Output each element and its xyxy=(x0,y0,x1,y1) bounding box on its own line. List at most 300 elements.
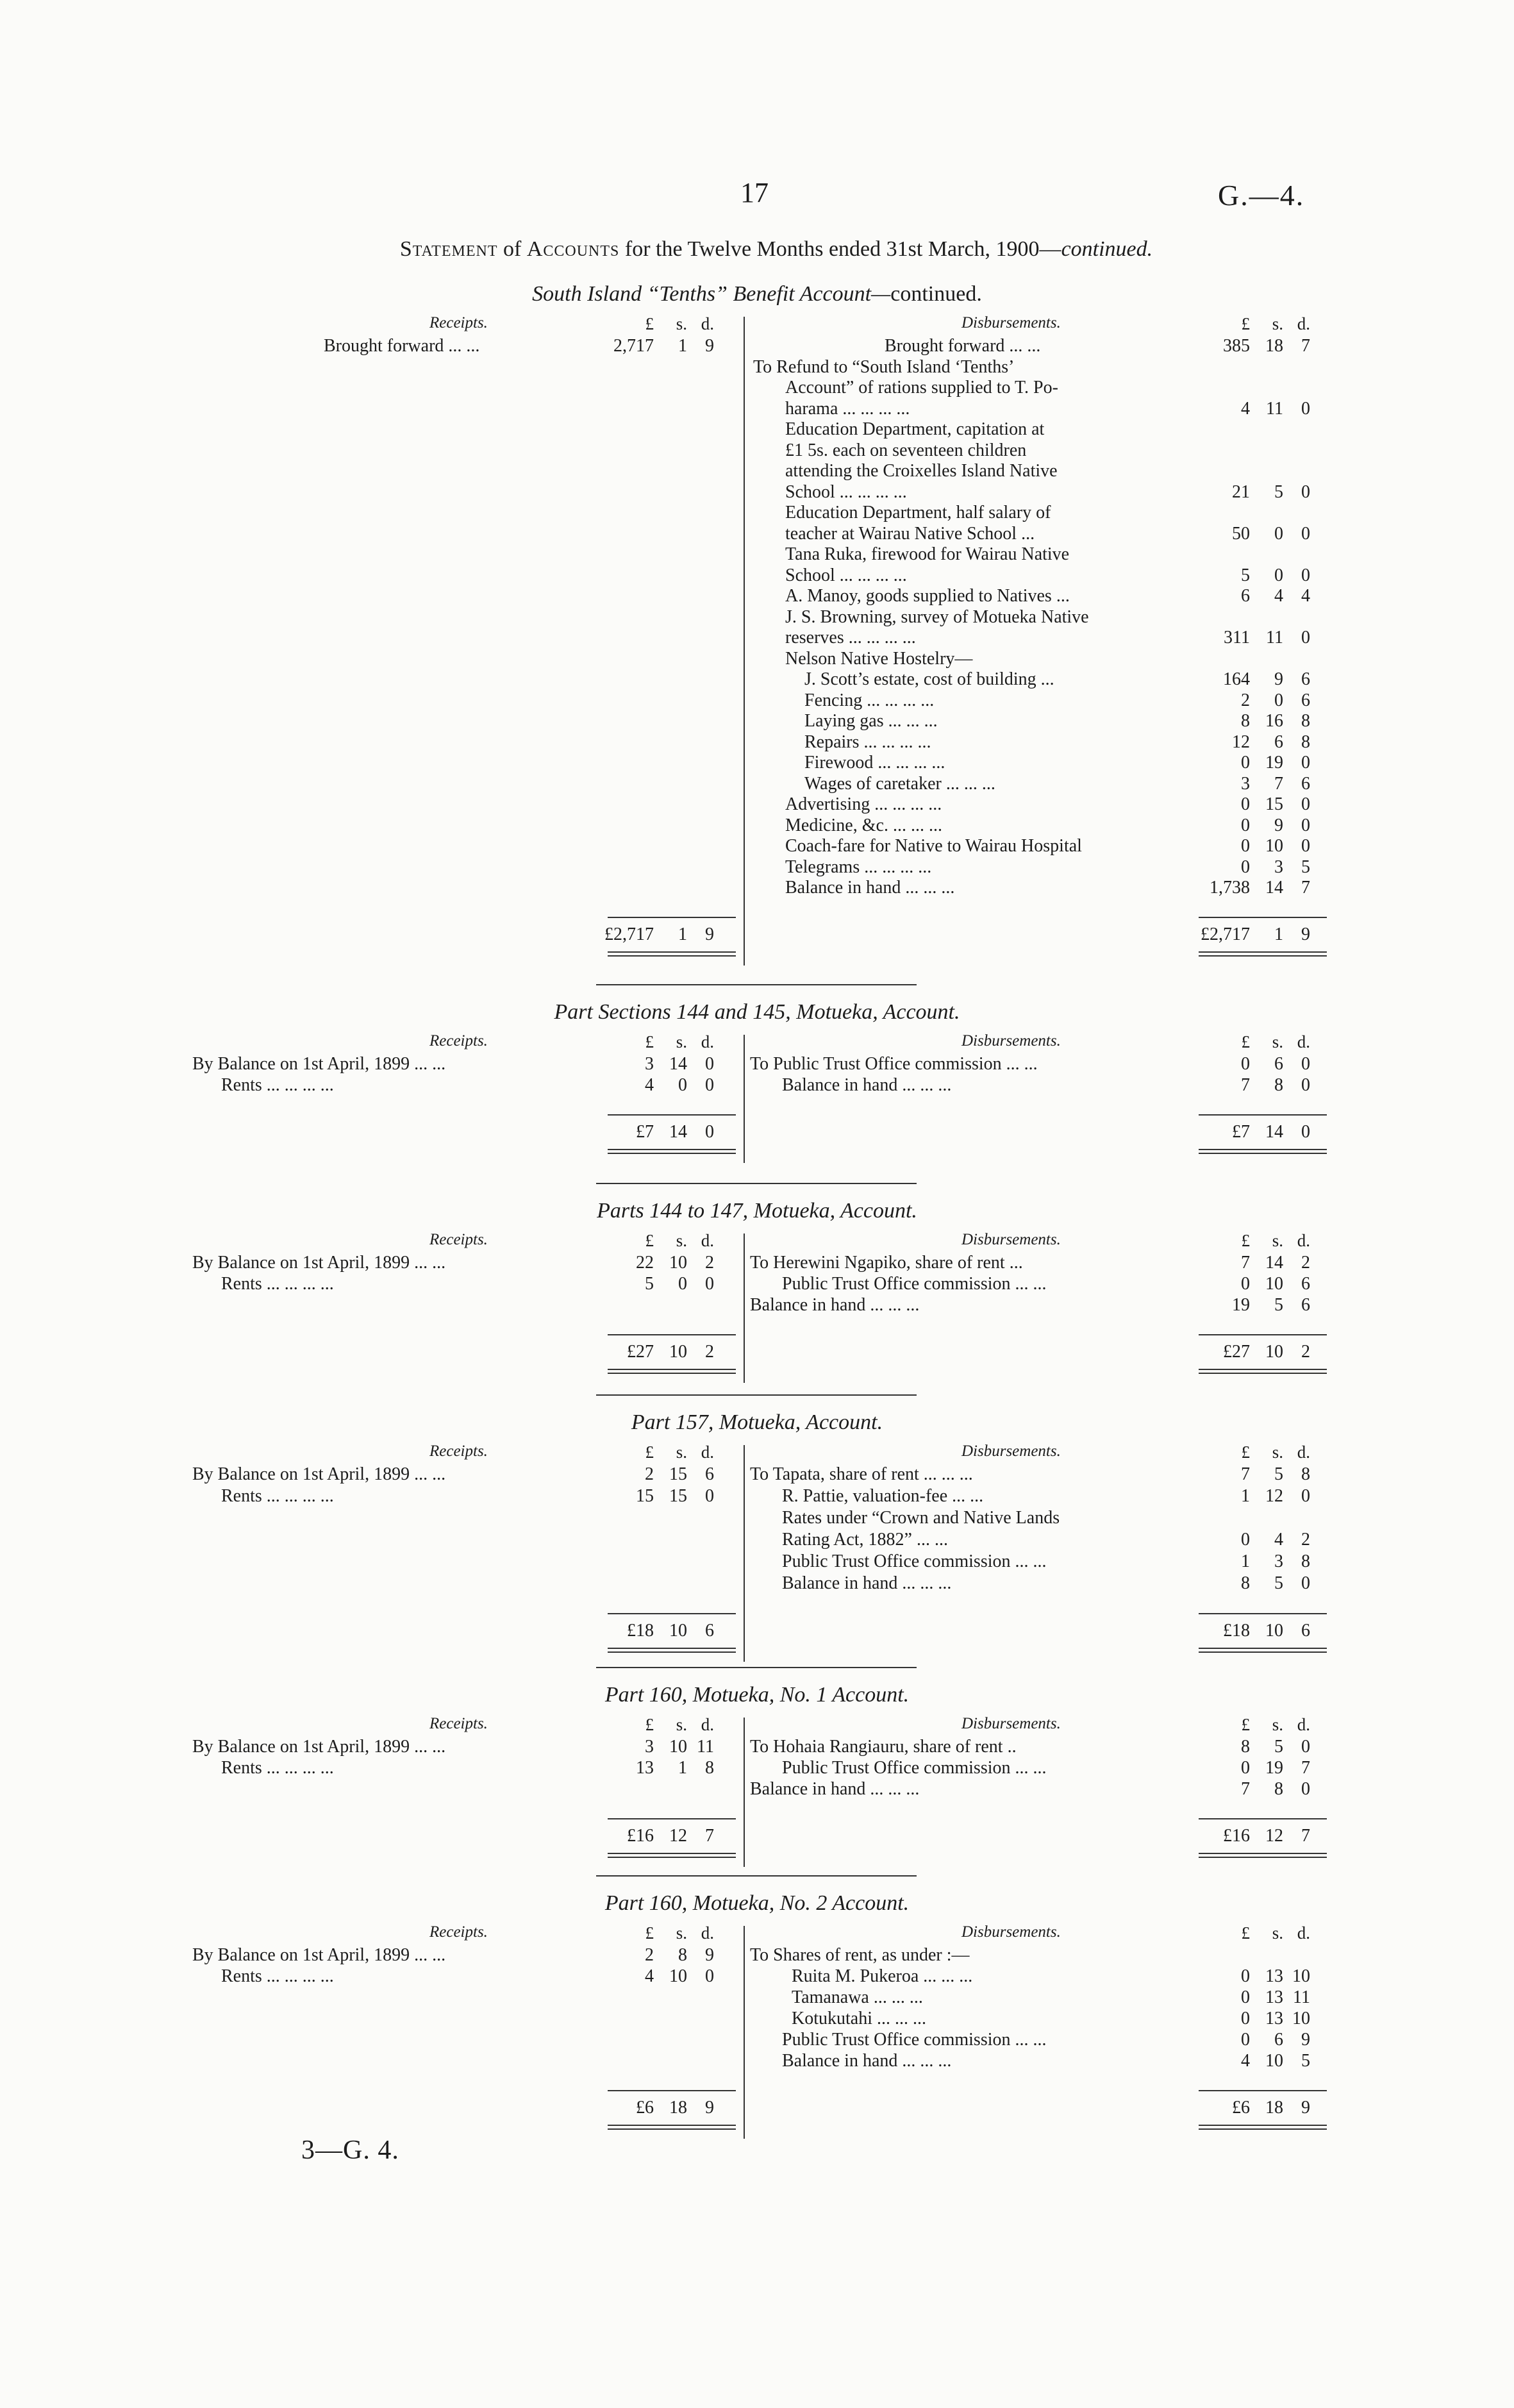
disbursement-amount xyxy=(1179,586,1310,606)
disbursements-total-rule xyxy=(1199,1149,1327,1154)
column-divider xyxy=(744,317,745,966)
disbursement-amount xyxy=(1179,1987,1310,2008)
account-title-main: Part 157, Motueka, Account. xyxy=(631,1410,883,1434)
header-pound: £ xyxy=(645,1442,654,1462)
receipt-amount-pounds: 3 xyxy=(645,1054,654,1074)
disbursement-amount-pounds: 50 xyxy=(1232,523,1250,544)
disbursement-amount-shillings: 5 xyxy=(1274,1295,1283,1315)
disbursement-amount-pounds: 8 xyxy=(1241,1737,1250,1757)
receipt-amount-pounds: 22 xyxy=(636,1253,654,1273)
disbursement-line: Balance in hand ... ... ... xyxy=(782,2051,952,2071)
disbursement-line: Balance in hand ... ... ... xyxy=(785,878,955,898)
disbursement-amount xyxy=(1179,2051,1310,2071)
disbursement-amount-shillings: 11 xyxy=(1266,398,1283,419)
disbursement-amount-shillings: 5 xyxy=(1274,481,1283,502)
receipts-total-rule xyxy=(608,951,736,957)
receipts-total-pence: 9 xyxy=(705,924,714,944)
disbursements-total xyxy=(1179,1621,1310,1641)
disbursements-header: Disbursements. xyxy=(961,1231,1061,1248)
disbursement-amount-shillings: 16 xyxy=(1265,711,1283,731)
receipts-total-pence: 9 xyxy=(705,2098,714,2118)
disbursement-amount-pounds: 164 xyxy=(1223,669,1250,689)
disbursement-line: Ruita M. Pukeroa ... ... ... xyxy=(792,1966,973,1986)
receipts-total-rule xyxy=(608,1648,736,1653)
receipt-amount-pounds: 15 xyxy=(636,1486,654,1506)
disbursement-amount xyxy=(1179,836,1310,857)
disbursements-total-rule xyxy=(1199,951,1327,957)
receipt-amount-pence: 2 xyxy=(705,1253,714,1273)
receipts-total-rule xyxy=(608,1149,736,1154)
receipt-line: By Balance on 1st April, 1899 ... ... xyxy=(192,1945,446,1965)
document-code: G.—4. xyxy=(1218,179,1305,212)
disbursement-amount-pounds: 8 xyxy=(1241,1573,1250,1593)
disbursements-total xyxy=(1179,1342,1310,1362)
disbursements-total-shillings: 1 xyxy=(1274,924,1283,944)
disbursement-amount-pence: 5 xyxy=(1301,857,1310,877)
disbursement-line: To Hohaia Rangiauru, share of rent .. xyxy=(750,1737,1017,1757)
disbursements-total-rule xyxy=(1199,1369,1327,1374)
receipt-amount-pence: 0 xyxy=(705,1274,714,1294)
receipt-amount-pounds: 13 xyxy=(636,1758,654,1778)
disbursement-amount-shillings: 15 xyxy=(1265,794,1283,814)
disbursement-amount-pence: 0 xyxy=(1301,1486,1310,1506)
disbursements-total-rule xyxy=(1199,2125,1327,2130)
receipts-subtotal-rule xyxy=(608,1114,736,1116)
disbursement-amount-pounds: 1,738 xyxy=(1210,878,1250,898)
disbursement-amount-shillings: 19 xyxy=(1265,1758,1283,1778)
disbursements-header: Disbursements. xyxy=(961,1923,1061,1941)
receipt-amount-pounds: 2 xyxy=(645,1464,654,1484)
disbursement-amount-shillings: 9 xyxy=(1274,669,1283,689)
disbursements-total-shillings: 12 xyxy=(1265,1826,1283,1846)
disbursement-amount xyxy=(1179,2030,1310,2050)
disbursement-line: Public Trust Office commission ... ... xyxy=(782,1274,1047,1294)
disbursements-total-pence: 7 xyxy=(1301,1826,1310,1846)
disbursement-amount-pence: 0 xyxy=(1301,628,1310,648)
receipts-total xyxy=(583,1342,714,1362)
section-separator xyxy=(596,1667,917,1668)
disbursement-line: School ... ... ... ... xyxy=(785,565,907,585)
disbursement-amount xyxy=(1179,857,1310,878)
disbursement-amount-shillings: 14 xyxy=(1265,878,1283,898)
disbursement-amount-shillings: 3 xyxy=(1274,857,1283,877)
receipt-amount-shillings: 15 xyxy=(669,1486,687,1506)
receipt-amount-shillings: 1 xyxy=(678,1758,687,1778)
disbursement-amount-shillings: 5 xyxy=(1274,1464,1283,1484)
disbursement-amount-shillings: 6 xyxy=(1274,1054,1283,1074)
disbursement-line: School ... ... ... ... xyxy=(785,481,907,502)
disbursement-amount-pounds: 0 xyxy=(1241,857,1250,877)
disbursement-amount-pence: 0 xyxy=(1301,398,1310,419)
header-pence: d. xyxy=(701,1231,714,1250)
header-pound: £ xyxy=(1241,1032,1250,1051)
disbursement-amount-pence: 8 xyxy=(1301,1464,1310,1484)
disbursement-line: Fencing ... ... ... ... xyxy=(804,690,935,710)
disbursement-line: Public Trust Office commission ... ... xyxy=(782,1758,1047,1778)
disbursement-amount-pence: 7 xyxy=(1301,878,1310,898)
disbursements-total-pence: 9 xyxy=(1301,924,1310,944)
disbursement-amount xyxy=(1179,1253,1310,1273)
disbursement-line: Tamanawa ... ... ... xyxy=(792,1987,923,2007)
receipts-total-pence: 7 xyxy=(705,1826,714,1846)
money-column-header xyxy=(1179,314,1310,334)
receipt-amount-pence: 9 xyxy=(705,336,714,356)
header-pence: d. xyxy=(1297,1923,1310,1943)
disbursement-amount xyxy=(1179,711,1310,732)
disbursements-total-pounds: £27 xyxy=(1223,1342,1250,1362)
disbursement-amount xyxy=(1179,336,1310,356)
page-number: 17 xyxy=(740,177,769,208)
disbursement-amount xyxy=(1179,1779,1310,1800)
disbursements-total xyxy=(1179,924,1310,945)
disbursement-amount xyxy=(1179,1966,1310,1987)
disbursements-header: Disbursements. xyxy=(961,314,1061,331)
disbursement-amount-shillings: 7 xyxy=(1274,773,1283,794)
disbursement-amount-pence: 0 xyxy=(1301,1573,1310,1593)
receipt-amount xyxy=(583,1253,714,1273)
account-title-main: Part 160, Motueka, No. 1 Account. xyxy=(604,1683,910,1707)
disbursement-amount-pence: 0 xyxy=(1301,1054,1310,1074)
header-shilling: s. xyxy=(676,1715,687,1734)
receipt-amount xyxy=(583,1486,714,1507)
disbursement-amount-pence: 6 xyxy=(1301,1274,1310,1294)
receipts-subtotal-rule xyxy=(608,1613,736,1614)
disbursement-amount-pence: 0 xyxy=(1301,753,1310,773)
disbursement-amount-pounds: 0 xyxy=(1241,2009,1250,2028)
receipt-amount-shillings: 15 xyxy=(669,1464,687,1484)
receipts-total-pence: 6 xyxy=(705,1621,714,1641)
disbursement-line: Education Department, capitation at xyxy=(785,419,1045,439)
receipts-total-rule xyxy=(608,1369,736,1374)
disbursement-amount-pounds: 7 xyxy=(1241,1253,1250,1273)
statement-continued: continued. xyxy=(1061,237,1153,261)
disbursement-amount xyxy=(1179,399,1310,419)
disbursement-line: Balance in hand ... ... ... xyxy=(750,1295,920,1315)
disbursements-total-pounds: £6 xyxy=(1232,2098,1250,2118)
disbursement-amount-pence: 0 xyxy=(1301,815,1310,835)
disbursement-line: Education Department, half salary of xyxy=(785,503,1051,523)
disbursement-line: Advertising ... ... ... ... xyxy=(785,794,942,814)
receipt-amount xyxy=(583,1945,714,1966)
header-shilling: s. xyxy=(1272,1923,1283,1943)
disbursements-header: Disbursements. xyxy=(961,1032,1061,1049)
header-shilling: s. xyxy=(676,314,687,333)
receipt-line: Rents ... ... ... ... xyxy=(221,1075,334,1095)
disbursements-header: Disbursements. xyxy=(961,1715,1061,1732)
disbursement-line: Repairs ... ... ... ... xyxy=(804,732,931,752)
receipts-total-shillings: 10 xyxy=(669,1621,687,1641)
disbursement-amount-pence: 0 xyxy=(1301,523,1310,544)
disbursement-amount-pounds: 2 xyxy=(1241,690,1250,710)
column-divider xyxy=(744,1926,745,2139)
receipts-total-rule xyxy=(608,2125,736,2130)
receipts-header: Receipts. xyxy=(429,1032,488,1049)
disbursements-total-pounds: £7 xyxy=(1232,1122,1250,1142)
disbursement-amount-pounds: 0 xyxy=(1241,1758,1250,1778)
disbursement-line: reserves ... ... ... ... xyxy=(785,628,916,648)
disbursement-amount xyxy=(1179,1274,1310,1294)
column-divider xyxy=(744,1718,745,1867)
disbursement-amount-pence: 0 xyxy=(1301,1737,1310,1757)
header-pence: d. xyxy=(701,314,714,333)
disbursements-header: Disbursements. xyxy=(961,1442,1061,1460)
receipt-amount xyxy=(583,1274,714,1294)
disbursement-amount-pounds: 12 xyxy=(1232,732,1250,752)
disbursements-total-pounds: £2,717 xyxy=(1201,924,1250,944)
disbursement-amount-pence: 7 xyxy=(1301,336,1310,356)
receipts-total-pounds: £16 xyxy=(627,1826,654,1846)
disbursement-amount xyxy=(1179,565,1310,586)
disbursement-amount-shillings: 14 xyxy=(1265,1253,1283,1273)
disbursement-amount-pounds: 4 xyxy=(1241,398,1250,419)
disbursement-amount-pounds: 19 xyxy=(1232,1295,1250,1315)
disbursement-amount-pence: 6 xyxy=(1301,669,1310,689)
disbursement-amount-shillings: 5 xyxy=(1274,1573,1283,1593)
disbursement-amount xyxy=(1179,1486,1310,1507)
header-pence: d. xyxy=(1297,1715,1310,1734)
disbursement-line: Balance in hand ... ... ... xyxy=(782,1075,952,1095)
disbursement-amount-pounds: 7 xyxy=(1241,1779,1250,1799)
receipt-amount xyxy=(583,1737,714,1757)
disbursements-total-shillings: 10 xyxy=(1265,1342,1283,1362)
disbursement-line: Firewood ... ... ... ... xyxy=(804,753,945,773)
disbursement-amount xyxy=(1179,1530,1310,1550)
receipts-header: Receipts. xyxy=(429,1442,488,1460)
disbursement-amount xyxy=(1179,1737,1310,1757)
header-pound: £ xyxy=(1241,314,1250,333)
disbursement-amount-shillings: 4 xyxy=(1274,1530,1283,1550)
disbursement-amount-pence: 6 xyxy=(1301,1295,1310,1315)
receipt-amount-pence: 8 xyxy=(705,1758,714,1778)
receipt-amount xyxy=(583,1758,714,1778)
disbursement-amount-pence: 2 xyxy=(1301,1253,1310,1273)
receipts-total-shillings: 10 xyxy=(669,1342,687,1362)
money-column-header xyxy=(583,1032,714,1052)
account-title xyxy=(0,1891,1514,1916)
disbursement-amount-shillings: 8 xyxy=(1274,1779,1283,1799)
receipts-total-pounds: £18 xyxy=(627,1621,654,1641)
receipt-amount-shillings: 14 xyxy=(669,1054,687,1074)
receipts-header: Receipts. xyxy=(429,1715,488,1732)
header-pound: £ xyxy=(1241,1231,1250,1250)
money-column-header xyxy=(1179,1442,1310,1462)
disbursement-line: Telegrams ... ... ... ... xyxy=(785,857,932,877)
footer-code: 3—G. 4. xyxy=(301,2136,399,2165)
statement-period: for the Twelve Months ended 31st March, 1900— xyxy=(619,237,1061,261)
disbursement-line: To Tapata, share of rent ... ... ... xyxy=(750,1464,973,1484)
disbursement-amount-pounds: 0 xyxy=(1241,1054,1250,1074)
disbursement-amount xyxy=(1179,794,1310,815)
header-shilling: s. xyxy=(1272,1231,1283,1250)
disbursement-amount-pence: 8 xyxy=(1301,1551,1310,1571)
receipt-amount-pounds: 3 xyxy=(645,1737,654,1757)
disbursement-line: To Refund to “South Island ‘Tenths’ xyxy=(753,356,1015,377)
disbursement-line: Rates under “Crown and Native Lands xyxy=(782,1508,1060,1528)
receipt-amount-pence: 9 xyxy=(705,1945,714,1965)
receipts-total-pounds: £27 xyxy=(627,1342,654,1362)
header-pound: £ xyxy=(1241,1923,1250,1943)
disbursement-amount-pence: 0 xyxy=(1301,836,1310,856)
receipt-amount-shillings: 8 xyxy=(678,1945,687,1965)
account-title-continued: continued. xyxy=(890,282,982,306)
receipt-line: Rents ... ... ... ... xyxy=(221,1486,334,1506)
disbursement-amount-pounds: 6 xyxy=(1241,586,1250,606)
disbursement-line: Rating Act, 1882” ... ... xyxy=(782,1530,948,1550)
disbursements-total-shillings: 18 xyxy=(1265,2098,1283,2118)
disbursement-line: Balance in hand ... ... ... xyxy=(750,1779,920,1799)
disbursements-subtotal-rule xyxy=(1199,917,1327,918)
disbursements-total-shillings: 14 xyxy=(1265,1122,1283,1142)
disbursement-amount xyxy=(1179,1464,1310,1485)
disbursements-total-shillings: 10 xyxy=(1265,1621,1283,1641)
disbursement-amount-shillings: 3 xyxy=(1274,1551,1283,1571)
disbursement-amount-pence: 0 xyxy=(1301,565,1310,585)
receipt-line: By Balance on 1st April, 1899 ... ... xyxy=(192,1737,446,1757)
disbursement-amount-shillings: 13 xyxy=(1265,1966,1283,1986)
header-pence: d. xyxy=(701,1032,714,1051)
receipts-total-rule xyxy=(608,1853,736,1858)
disbursements-subtotal-rule xyxy=(1199,1334,1327,1335)
receipt-amount-shillings: 10 xyxy=(669,1966,687,1986)
money-column-header xyxy=(583,1923,714,1943)
disbursements-subtotal-rule xyxy=(1199,2090,1327,2091)
disbursement-amount-pounds: 0 xyxy=(1241,815,1250,835)
disbursement-amount-pence: 0 xyxy=(1301,1075,1310,1095)
disbursement-amount-shillings: 12 xyxy=(1265,1486,1283,1506)
disbursement-amount-pounds: 1 xyxy=(1241,1551,1250,1571)
account-title xyxy=(0,1199,1514,1223)
disbursement-amount xyxy=(1179,815,1310,836)
disbursement-amount-pence: 7 xyxy=(1301,1758,1310,1778)
disbursement-amount-pounds: 7 xyxy=(1241,1464,1250,1484)
disbursement-amount-pounds: 1 xyxy=(1241,1486,1250,1506)
receipts-total-pence: 0 xyxy=(705,1122,714,1142)
disbursement-amount xyxy=(1179,1551,1310,1572)
receipts-total-shillings: 14 xyxy=(669,1122,687,1142)
disbursement-line: £1 5s. each on seventeen children xyxy=(785,440,1027,460)
receipt-amount xyxy=(583,1054,714,1074)
receipt-amount-shillings: 10 xyxy=(669,1253,687,1273)
disbursement-amount xyxy=(1179,732,1310,753)
account-title xyxy=(0,1410,1514,1435)
header-pound: £ xyxy=(645,1032,654,1051)
disbursements-total-pounds: £18 xyxy=(1223,1621,1250,1641)
disbursement-line: Tana Ruka, firewood for Wairau Native xyxy=(785,544,1070,564)
receipts-total-pence: 2 xyxy=(705,1342,714,1362)
account-title-main: South Island “Tenths” Benefit Account— xyxy=(532,282,891,306)
receipt-amount xyxy=(583,1075,714,1096)
disbursement-amount xyxy=(1179,628,1310,648)
disbursement-line: Coach-fare for Native to Wairau Hospital xyxy=(785,836,1082,856)
disbursement-amount xyxy=(1179,1054,1310,1074)
disbursements-subtotal-rule xyxy=(1199,1818,1327,1819)
money-column-header xyxy=(583,1715,714,1735)
header-shilling: s. xyxy=(676,1231,687,1250)
disbursement-amount-pounds: 0 xyxy=(1241,1530,1250,1550)
receipts-subtotal-rule xyxy=(608,1334,736,1335)
receipt-amount-pence: 6 xyxy=(705,1464,714,1484)
disbursements-total-rule xyxy=(1199,1853,1327,1858)
receipts-total-shillings: 12 xyxy=(669,1826,687,1846)
disbursement-line: Balance in hand ... ... ... xyxy=(782,1573,952,1593)
disbursement-amount-pounds: 0 xyxy=(1241,1966,1250,1986)
disbursement-amount xyxy=(1179,878,1310,898)
receipt-amount-pence: 0 xyxy=(705,1486,714,1506)
disbursements-total-pence: 9 xyxy=(1301,2098,1310,2118)
disbursement-line: Nelson Native Hostelry— xyxy=(785,648,973,669)
disbursement-amount-pence: 10 xyxy=(1292,1966,1310,1986)
disbursements-total-pence: 0 xyxy=(1301,1122,1310,1142)
disbursement-amount xyxy=(1179,774,1310,794)
disbursement-line: A. Manoy, goods supplied to Natives ... xyxy=(785,586,1070,606)
disbursement-amount-shillings: 5 xyxy=(1274,1737,1283,1757)
disbursement-amount-shillings: 18 xyxy=(1265,336,1283,356)
header-shilling: s. xyxy=(1272,1032,1283,1051)
disbursement-amount xyxy=(1179,2009,1310,2029)
disbursement-amount-pence: 0 xyxy=(1301,481,1310,502)
disbursement-amount-pence: 6 xyxy=(1301,690,1310,710)
receipt-amount-pence: 11 xyxy=(697,1737,714,1757)
disbursement-amount-pounds: 0 xyxy=(1241,2030,1250,2050)
disbursement-line: To Shares of rent, as under :— xyxy=(750,1945,970,1965)
header-shilling: s. xyxy=(1272,1442,1283,1462)
header-pound: £ xyxy=(1241,1442,1250,1462)
receipt-amount-pounds: 2,717 xyxy=(613,336,654,356)
header-pound: £ xyxy=(645,1923,654,1943)
money-column-header xyxy=(1179,1715,1310,1735)
receipts-subtotal-rule xyxy=(608,917,736,918)
account-title-main: Part 160, Motueka, No. 2 Account. xyxy=(604,1891,910,1915)
disbursement-line: To Herewini Ngapiko, share of rent ... xyxy=(750,1253,1023,1273)
receipt-amount-pounds: 4 xyxy=(645,1075,654,1095)
disbursement-line: Laying gas ... ... ... xyxy=(804,711,938,731)
disbursement-amount xyxy=(1179,1295,1310,1316)
disbursement-amount-shillings: 10 xyxy=(1265,1274,1283,1294)
disbursement-amount-pence: 0 xyxy=(1301,1779,1310,1799)
section-separator xyxy=(596,1875,917,1877)
disbursement-amount-pounds: 4 xyxy=(1241,2051,1250,2071)
receipts-total-shillings: 1 xyxy=(678,924,687,944)
disbursement-amount-shillings: 0 xyxy=(1274,690,1283,710)
section-separator xyxy=(596,984,917,985)
disbursement-amount-pence: 8 xyxy=(1301,732,1310,752)
header-shilling: s. xyxy=(676,1032,687,1051)
disbursement-amount-shillings: 13 xyxy=(1265,2009,1283,2028)
disbursement-amount xyxy=(1179,669,1310,690)
disbursements-total xyxy=(1179,1826,1310,1846)
receipt-amount-pence: 0 xyxy=(705,1054,714,1074)
receipts-header: Receipts. xyxy=(429,314,488,331)
disbursement-line: harama ... ... ... ... xyxy=(785,398,910,419)
disbursement-amount-pounds: 0 xyxy=(1241,753,1250,773)
disbursement-line: attending the Croixelles Island Native xyxy=(785,461,1058,481)
header-pound: £ xyxy=(1241,1715,1250,1734)
disbursement-amount-pounds: 8 xyxy=(1241,711,1250,731)
disbursement-line: Public Trust Office commission ... ... xyxy=(782,2030,1047,2050)
disbursements-total xyxy=(1179,1122,1310,1142)
disbursement-amount-shillings: 6 xyxy=(1274,2030,1283,2050)
disbursement-line: J. S. Browning, survey of Motueka Native xyxy=(785,606,1089,627)
header-pound: £ xyxy=(645,1715,654,1734)
receipt-amount xyxy=(583,1464,714,1485)
disbursement-amount-shillings: 11 xyxy=(1266,628,1283,648)
receipts-total xyxy=(583,924,714,945)
money-column-header xyxy=(583,314,714,334)
disbursement-line: Public Trust Office commission ... ... xyxy=(782,1551,1047,1571)
disbursement-amount-shillings: 10 xyxy=(1265,836,1283,856)
money-column-header xyxy=(1179,1032,1310,1052)
disbursement-amount-shillings: 9 xyxy=(1274,815,1283,835)
